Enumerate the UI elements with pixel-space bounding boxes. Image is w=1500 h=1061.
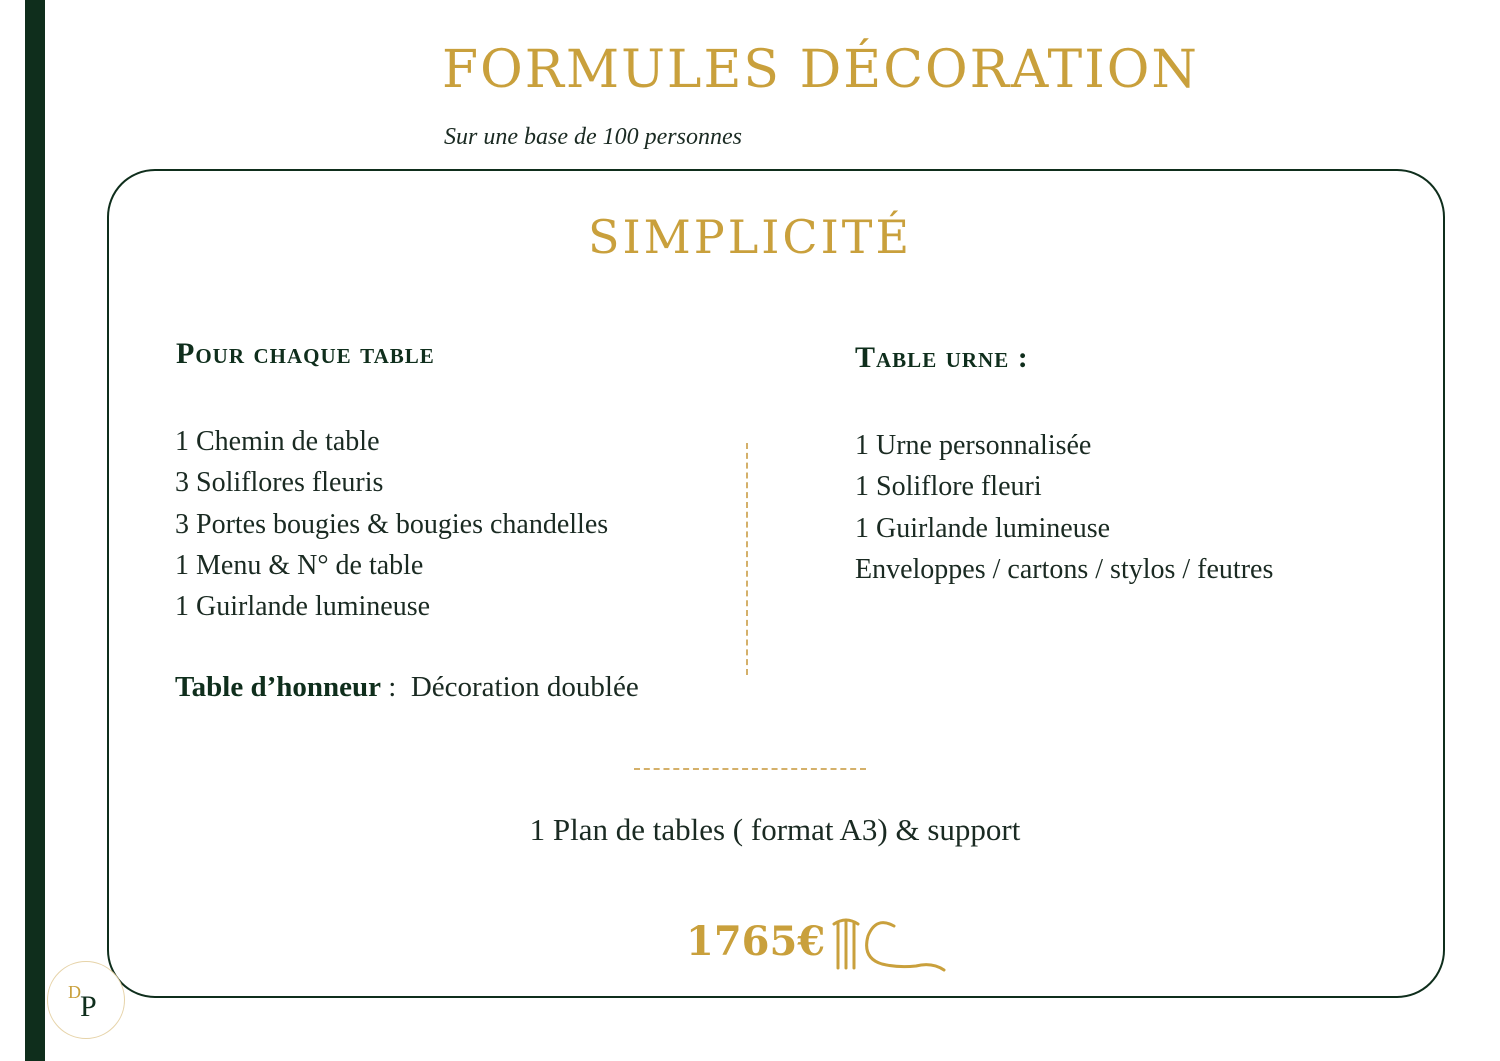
price: 1765€ xyxy=(686,918,826,965)
signature-monogram-icon xyxy=(832,912,952,976)
list-item: 1 Chemin de table xyxy=(175,426,380,457)
honor-table-line xyxy=(175,671,639,704)
svg-text:P: P xyxy=(80,990,97,1023)
page-title: FORMULES DÉCORATION xyxy=(442,40,1199,100)
table-plan-line: 1 Plan de tables ( format A3) & support xyxy=(529,812,1021,847)
left-item-list xyxy=(175,421,608,627)
list-item: 1 Soliflore fleuri xyxy=(855,471,1042,503)
list-item: 3 Portes bougies & bougies chandelles xyxy=(175,508,609,540)
honor-table-value: Décoration doublée xyxy=(410,671,639,703)
svg-text:D: D xyxy=(68,982,81,1002)
list-item: Enveloppes / cartons / stylos / feutres xyxy=(855,553,1274,585)
list-item: 1 Menu & N° de table xyxy=(175,549,424,581)
formula-title: SIMPLICITÉ xyxy=(587,210,913,264)
page-subtitle: Sur une base de 100 personnes xyxy=(444,124,742,150)
list-item: 1 Urne personnalisée xyxy=(855,430,1092,461)
logo-badge xyxy=(47,961,125,1039)
side-accent-bar xyxy=(25,0,45,1061)
right-column-heading: Table urne : xyxy=(855,341,1029,374)
honor-table-label: Table d’honneur xyxy=(175,671,382,703)
list-item: 3 Soliflores fleuris xyxy=(175,467,384,499)
left-column-heading: Pour chaque table xyxy=(176,337,435,370)
footer-divider xyxy=(634,768,866,770)
list-item: 1 Guirlande lumineuse xyxy=(855,512,1111,544)
dp-monogram-icon xyxy=(48,962,124,1038)
list-item: 1 Guirlande lumineuse xyxy=(175,591,431,623)
honor-table-separator: : xyxy=(381,671,411,703)
column-divider xyxy=(746,443,748,675)
right-item-list xyxy=(855,425,1273,590)
